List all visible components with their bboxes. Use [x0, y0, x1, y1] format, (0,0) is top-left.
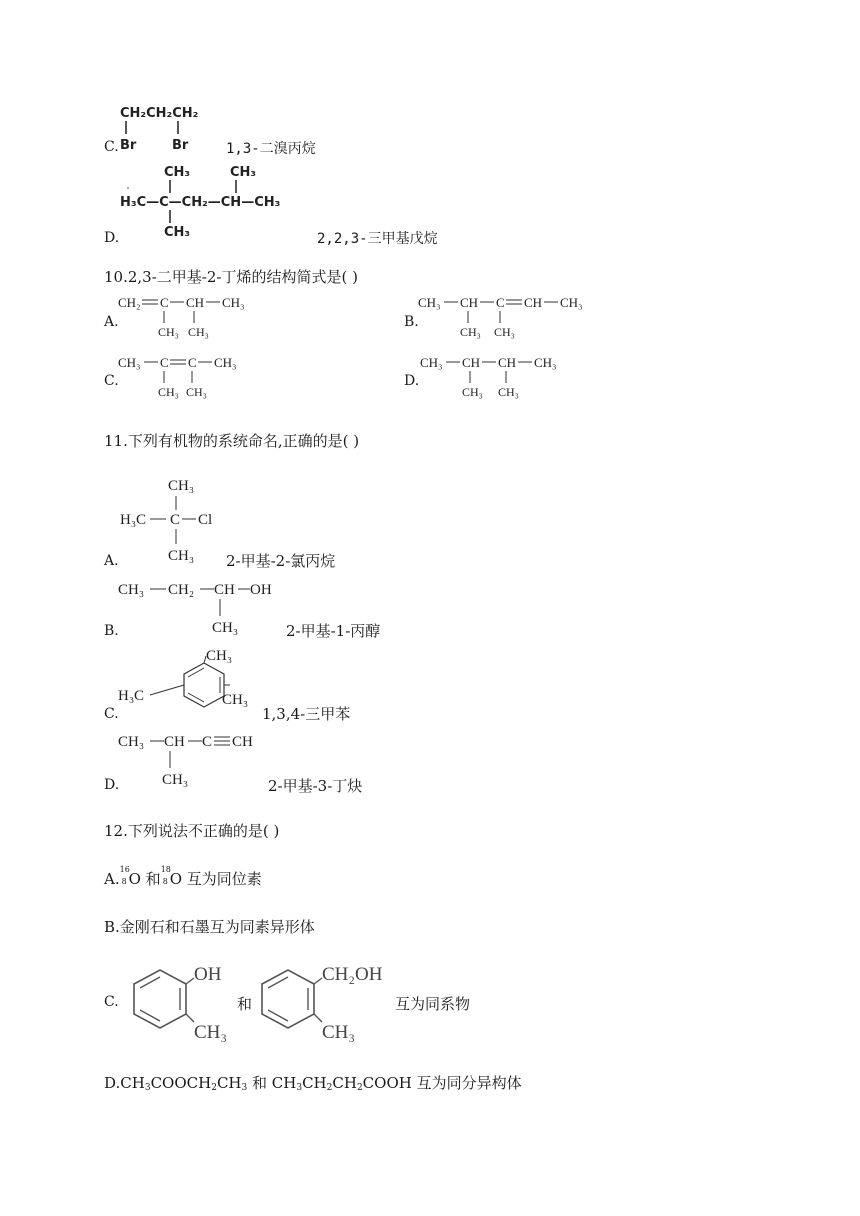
svg-text:H₃C: H₃C — [120, 512, 147, 528]
svg-text:CH₂OH: CH₂OH — [322, 964, 383, 985]
svg-text:CH₃: CH₃ — [418, 295, 441, 310]
svg-text:CH₃: CH₃ — [168, 478, 195, 494]
svg-text:CH₃: CH₃ — [498, 385, 519, 399]
svg-text:CH₃: CH₃ — [164, 165, 191, 180]
svg-text:CH₃: CH₃ — [462, 385, 483, 399]
svg-text:CH: CH — [164, 734, 185, 750]
svg-text:CH₂: CH₂ — [168, 582, 195, 598]
q12-option-c-label: C. — [104, 994, 119, 1010]
q12-isotope-1: 16 8 — [119, 865, 130, 886]
q11-option-c-label: C. — [104, 706, 119, 722]
q12-option-c-post: 互为同系物 — [395, 995, 471, 1013]
q12-option-a — [104, 865, 262, 889]
q12-option-d-formula-1: $CH_3COOCH_2CH_3$ — [120, 1074, 248, 1093]
svg-text:CH₃: CH₃ — [158, 385, 179, 399]
q12-option-d-label: D. — [104, 1074, 121, 1092]
q10-b-structure — [418, 292, 593, 344]
q11-a-structure — [120, 474, 230, 566]
q12-isotope-2: 18 8 — [160, 865, 171, 886]
q12-option-b-text: 金刚石和石墨互为同素异形体 — [119, 918, 315, 936]
svg-text:C: C — [170, 512, 181, 528]
q10-d-structure — [420, 352, 570, 404]
svg-text:CH₃: CH₃ — [214, 355, 237, 370]
svg-text:CH₃: CH₃ — [222, 692, 249, 708]
q10-option-d-label: D. — [404, 373, 420, 389]
q11-option-d-label: D. — [104, 777, 120, 793]
svg-text:C: C — [160, 355, 169, 370]
q11-option-c-name: 1,3,4-三甲苯 — [262, 705, 351, 723]
svg-text:Cl: Cl — [198, 512, 213, 528]
svg-text:Br: Br — [120, 138, 137, 153]
svg-text:CH₂: CH₂ — [118, 295, 141, 310]
svg-text:OH: OH — [194, 964, 222, 985]
svg-text:CH₃: CH₃ — [158, 325, 179, 339]
svg-text:Br: Br — [172, 138, 189, 153]
svg-text:H₃C—C—CH₂—CH—CH₃: H₃C—C—CH₂—CH—CH₃ — [120, 195, 281, 210]
q9-option-d-name: 2,2,3-三甲基戊烷 — [317, 231, 438, 247]
svg-text:CH₃: CH₃ — [230, 165, 257, 180]
q12-option-a-post: O 互为同位素 — [169, 870, 262, 888]
svg-text:CH: CH — [186, 295, 205, 310]
q11-option-b-name: 2-甲基-1-丙醇 — [286, 622, 381, 640]
svg-text:CH₃: CH₃ — [118, 734, 145, 750]
svg-text:CH₃: CH₃ — [460, 325, 481, 339]
q11-c-structure — [118, 646, 268, 722]
q12-option-d: $D.CH_3COOCH_2CH_3$ 和 $CH_3CH_2CH_2COOH$ 互为同分异构体 — [104, 1074, 522, 1093]
svg-text:C: C — [188, 355, 197, 370]
svg-text:CH: CH — [232, 734, 253, 750]
q11-d-structure — [118, 730, 268, 790]
q9-d-structure — [118, 160, 298, 242]
svg-text:CH₃: CH₃ — [164, 225, 191, 240]
q12-option-c-and: 和 — [237, 995, 253, 1013]
svg-text:CH: CH — [460, 295, 479, 310]
svg-text:CH₃: CH₃ — [212, 620, 239, 636]
q9-option-d-label: D. — [104, 230, 120, 246]
q11-option-a-label: A. — [104, 553, 119, 569]
svg-text:CH₃: CH₃ — [322, 1022, 356, 1043]
svg-text:CH₃: CH₃ — [420, 355, 443, 370]
q11-option-a-name: 2-甲基-2-氯丙烷 — [226, 552, 336, 570]
svg-text:C: C — [202, 734, 213, 750]
q10-stem: 10.2,3-二甲基-2-丁烯的结构简式是( ) — [104, 268, 358, 286]
q9-option-c-name: 1,3-二溴丙烷 — [226, 141, 316, 157]
svg-text:CH₃: CH₃ — [186, 385, 207, 399]
q12-option-d-formula-2: $CH_3CH_2CH_2COOH$ — [271, 1074, 412, 1093]
q9-option-c-label: C. — [104, 139, 119, 155]
svg-text:CH₃: CH₃ — [168, 548, 195, 564]
q10-option-c-label: C. — [104, 373, 119, 389]
svg-text:OH: OH — [250, 582, 272, 598]
svg-text:H₃C: H₃C — [118, 688, 145, 704]
q9-c-chain: CH₂CH₂CH₂ — [120, 106, 199, 121]
svg-text:CH₃: CH₃ — [534, 355, 557, 370]
q11-b-structure — [118, 578, 288, 638]
q12-option-b-label: B. — [104, 918, 120, 936]
q12-c-structure-phenol — [126, 956, 236, 1046]
svg-text:CH: CH — [498, 355, 517, 370]
q9-c-structure — [118, 100, 208, 152]
q11-stem: 11.下列有机物的系统命名,正确的是( ) — [104, 432, 360, 450]
svg-text:CH₃: CH₃ — [222, 295, 245, 310]
q10-c-structure — [118, 352, 258, 404]
svg-text:CH: CH — [214, 582, 235, 598]
q12-option-a-pre: O 和 — [128, 870, 161, 888]
svg-text:CH: CH — [524, 295, 543, 310]
q12-option-a-label: A. — [104, 870, 120, 888]
svg-text:CH₃: CH₃ — [206, 648, 233, 664]
q11-option-d-name: 2-甲基-3-丁炔 — [268, 777, 363, 795]
svg-text:CH: CH — [462, 355, 481, 370]
q12-option-d-post: 互为同分异构体 — [416, 1074, 522, 1092]
q10-option-b-label: B. — [404, 314, 419, 330]
q12-c-structure-benzyl-alcohol — [254, 956, 404, 1046]
svg-text:CH₃: CH₃ — [560, 295, 583, 310]
q10-option-a-label: A. — [104, 314, 119, 330]
q12-option-b — [104, 916, 315, 937]
svg-text:C: C — [160, 295, 169, 310]
q12-stem: 12.下列说法不正确的是( ) — [104, 822, 280, 840]
svg-text:CH₃: CH₃ — [118, 582, 145, 598]
q10-a-structure — [118, 292, 258, 344]
svg-text:CH₃: CH₃ — [162, 772, 189, 788]
svg-text:CH₃: CH₃ — [194, 1022, 228, 1043]
svg-text:CH₃: CH₃ — [118, 355, 141, 370]
svg-text:CH₃: CH₃ — [494, 325, 515, 339]
svg-text:CH₃: CH₃ — [188, 325, 209, 339]
q11-option-b-label: B. — [104, 623, 119, 639]
svg-text:C: C — [496, 295, 505, 310]
